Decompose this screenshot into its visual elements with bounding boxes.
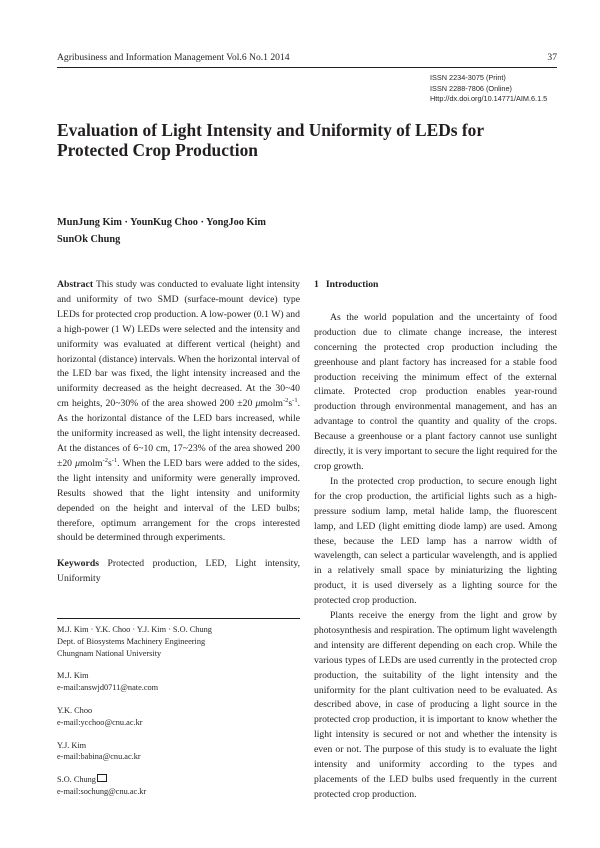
contact-block <box>57 740 300 764</box>
abstract-text: . As the horizontal distance of the LED bars increased, while the uniformity increased as well, the light intensity decreased. At the distances of 6~10 cm, 17~23% of the area showed 200 ±20 <box>57 398 300 469</box>
keywords-text: Protected production, LED, Light intensity, Uniformity <box>57 558 300 585</box>
contact-email[interactable]: e-mail:ycchoo@cnu.ac.kr <box>57 717 143 727</box>
envelope-icon <box>97 774 107 782</box>
author-line: MunJung Kim · YounKug Choo · YongJoo Kim <box>57 217 266 228</box>
right-column <box>314 278 557 803</box>
body-paragraph: As the world population and the uncertainty of food production due to climate change increase, the interest concerning the protected crop production including the greenhouse and plant factory has increased for a stable food production receiving the minimum effect of the external climate. Protected crop production enables year-round production through environmental management, and has an advantage to control the quantity and quality of the crops. Because a greenhouse or a plant factory cannot use sunlight directly, it is very important to secure the light required for the crop growth. <box>314 311 557 472</box>
affiliation-line: M.J. Kim · Y.K. Choo · Y.J. Kim · S.O. Chung <box>57 625 212 634</box>
contact-block <box>57 705 300 729</box>
doi-link[interactable]: Http://dx.doi.org/10.14771/AIM.6.1.5 <box>430 94 548 104</box>
issn-print: ISSN 2234-3075 (Print) <box>430 73 506 82</box>
contact-name: Y.J. Kim <box>57 740 87 750</box>
author-line: SunOk Chung <box>57 233 121 245</box>
issn-block <box>430 73 590 105</box>
body-paragraph: Plants receive the energy from the light and grow by photosynthesis and respiration. The optimum light wavelength and intensity are different depending on each crop. While the various types of LEDs are used currently in the protected crop production, the suitability of the light intensity and the uniformity for the plant cultivation need to be evaluated. As described above, in case of producing a light source in the protected crop production, it is important to know whether the light intensity is secured or not and whether the intensity is even or not. The purpose of this study is to evaluate the light intensity and uniformity according to the types and placements of the LED bulbs used frequently in the current protected crop production. <box>314 610 557 800</box>
unit-text: molm <box>79 457 103 469</box>
contact-email[interactable]: e-mail:sochung@cnu.ac.kr <box>57 786 147 796</box>
keywords-heading: Keywords <box>57 558 99 570</box>
paper-title: Evaluation of Light Intensity and Uniformity of LEDs for Protected Crop Production <box>57 120 484 160</box>
contact-name: S.O. Chung <box>57 775 96 785</box>
unit-exponent: -1 <box>111 456 118 464</box>
section-number: 1 <box>314 279 319 290</box>
affiliation-block <box>57 624 300 659</box>
keywords <box>57 557 300 587</box>
header-divider <box>57 67 557 68</box>
unit-exponent: -2 <box>282 397 289 405</box>
unit-text: s <box>288 398 293 410</box>
running-head <box>57 51 557 65</box>
affiliation-line: Dept. of Biosystems Machinery Engineering <box>57 636 206 646</box>
author-footnotes <box>57 624 300 809</box>
unit-mu: μ <box>255 398 261 410</box>
unit-text: molm <box>260 398 283 410</box>
left-column <box>57 278 300 587</box>
abstract <box>57 278 300 546</box>
unit-exponent: -2 <box>102 456 108 464</box>
abstract-text: . When the LED bars were added to the sides, the light intensity and uniformity were generally improved. Results showed that the light intensity and uniformity depended on the height and interval of the LED bulbs; therefore, optimum arrangement for the crops interested should be determined through experiments. <box>57 457 300 544</box>
page-number: 37 <box>547 52 557 63</box>
abstract-heading: Abstract <box>57 279 94 290</box>
contact-block <box>57 670 300 694</box>
body-paragraph: In the protected crop production, to secure enough light for the crop production, the artificial lights such as a high-pressure sodium lamp, metal halide lamp, the fluorescent lamp, and LED (light emitting diode lamp) are used. Among these, because the LED lamp has a narrow width of wavelength, can select a particular wavelength, and is applied in a relatively small space by miniaturizing the lighting product, it is used diversely as a lighting source for the protected crop production. <box>314 475 557 607</box>
unit-text: s <box>107 457 112 469</box>
section-title: Introduction <box>325 279 379 290</box>
contact-name: M.J. Kim <box>57 671 89 681</box>
abstract-text: This study was conducted to evaluate light intensity and uniformity of two SMD (surface-mount device) type LEDs for protected crop production. A low-power (0.1 W) and a high-power (1 W) LEDs were selected and the intensity and uniformity was evaluated at different vertical (height) and horizontal (distance) intervals. When the horizontal interval of the LED bar was fixed, the light intensity increased and the uniformity decreased as the height decreased. At the 30~40 cm heights, 20~30% of the area showed 200 ±20 <box>57 279 301 410</box>
contact-email[interactable]: e-mail:babina@cnu.ac.kr <box>57 752 141 762</box>
contact-block <box>57 774 300 798</box>
unit-mu: μ <box>75 457 80 469</box>
journal-name: Agribusiness and Information Management Vol.6 No.1 2014 <box>57 52 290 63</box>
contact-email[interactable]: e-mail:answjd0711@nate.com <box>57 683 159 693</box>
contact-name: Y.K. Choo <box>57 705 93 715</box>
issn-online: ISSN 2288-7806 (Online) <box>430 83 512 93</box>
unit-exponent: -1 <box>292 397 298 405</box>
section-heading <box>314 278 557 293</box>
author-list <box>57 215 457 248</box>
affiliation-line: Chungnam National University <box>57 648 162 658</box>
footnote-divider <box>57 618 300 619</box>
